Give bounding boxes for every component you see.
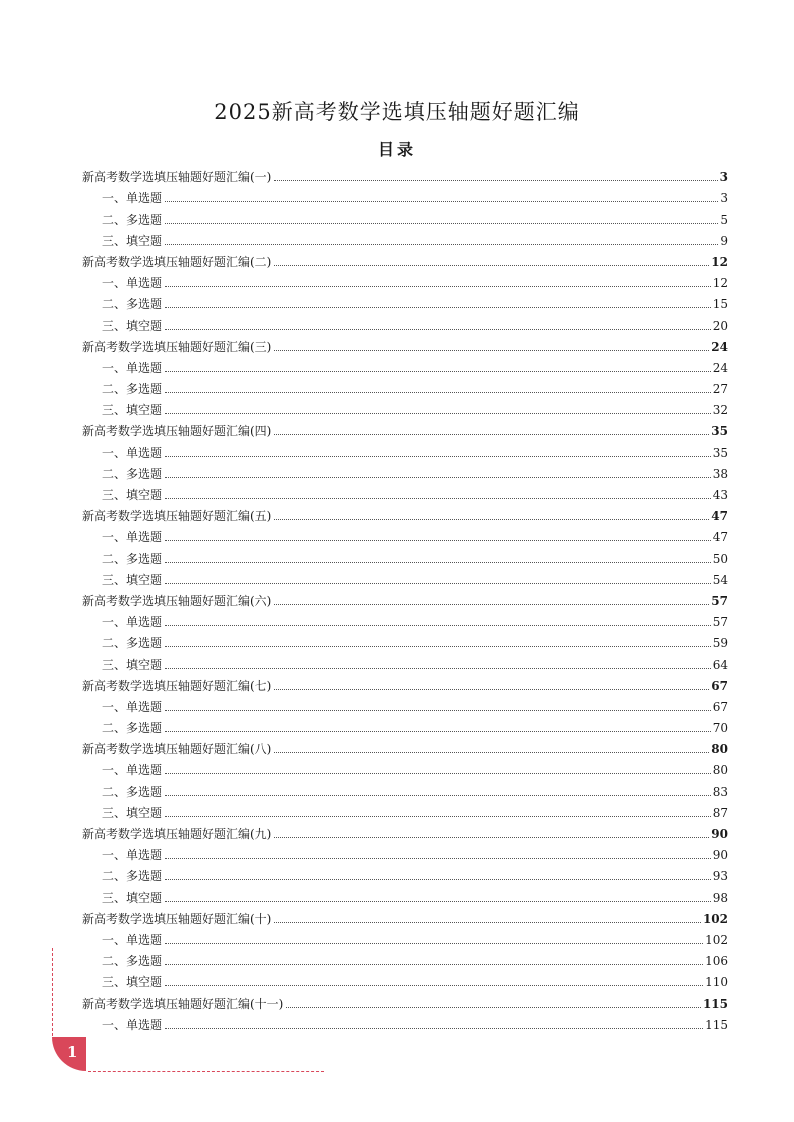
toc-page-number: 115 [705,1017,728,1032]
toc-chapter-entry[interactable] [82,990,728,1011]
toc-entry-label: 新高考数学选填压轴题好题汇编(五) [82,509,272,524]
toc-section-entry[interactable] [82,757,728,778]
toc-page-number: 43 [712,488,728,502]
toc-entry-label: 三、填空题 [102,403,163,418]
toc-section-entry[interactable] [82,609,728,630]
toc-page-number: 32 [712,403,728,418]
toc-page-number: 35 [711,424,728,439]
toc-entry-label: 新高考数学选填压轴题好题汇编(一) [82,170,272,185]
toc-entry-label: 三、填空题 [102,318,163,333]
toc-page-number: 47 [712,530,728,545]
toc-entry-label: 新高考数学选填压轴题好题汇编(二) [82,254,272,269]
toc-section-entry[interactable] [82,270,728,291]
toc-section-entry[interactable] [82,461,728,482]
toc-dot-leader [165,879,711,880]
toc-dot-leader [274,752,709,753]
toc-dot-leader [165,223,718,224]
toc-dot-leader [165,329,711,330]
toc-page-number: 90 [712,848,728,863]
toc-dot-leader [165,710,711,711]
document-title: 2025新高考数学选填压轴题好题汇编 [214,100,580,124]
toc-dot-leader [165,943,703,944]
toc-dot-leader [165,583,711,584]
toc-entry-label: 三、填空题 [102,572,163,587]
toc-page-number: 90 [711,827,728,841]
toc-dot-leader [165,286,711,287]
toc-section-entry[interactable] [82,312,728,333]
toc-section-entry[interactable] [82,863,728,884]
toc-section-entry[interactable] [82,948,728,969]
toc-entry-label: 三、填空题 [102,488,163,502]
toc-dot-leader [165,795,711,796]
toc-page-number: 87 [712,805,728,820]
toc-chapter-entry[interactable] [82,249,728,270]
toc-chapter-entry[interactable] [82,906,728,927]
toc-entry-label: 三、填空题 [102,805,163,820]
toc-page-number: 102 [705,932,728,947]
toc-dot-leader [165,392,711,393]
toc-entry-label: 二、多选题 [102,636,163,651]
toc-section-entry[interactable] [82,630,728,651]
toc-section-entry[interactable] [82,397,728,418]
toc-entry-label: 新高考数学选填压轴题好题汇编(九) [82,827,272,841]
toc-page-number: 110 [705,975,728,990]
toc-chapter-entry[interactable] [82,673,728,694]
toc-entry-label: 一、单选题 [102,445,163,460]
toc-dot-leader [274,604,709,605]
toc-entry-label: 新高考数学选填压轴题好题汇编(四) [82,424,272,439]
toc-dot-leader [165,668,711,669]
toc-dot-leader [165,562,711,563]
toc-entry-label: 新高考数学选填压轴题好题汇编(十一) [82,996,284,1011]
toc-entry-label: 二、多选题 [102,212,163,227]
toc-page-number: 70 [712,721,728,736]
toc-page-number: 12 [711,254,728,269]
toc-entry-label: 三、填空题 [102,890,163,905]
toc-section-entry[interactable] [82,376,728,397]
toc-section-entry[interactable] [82,524,728,545]
toc-section-entry[interactable] [82,884,728,905]
toc-section-entry[interactable] [82,715,728,736]
toc-dot-leader [274,434,709,435]
toc-entry-label: 一、单选题 [102,530,163,545]
toc-section-entry[interactable] [82,927,728,948]
toc-dot-leader [274,180,717,181]
toc-entry-label: 新高考数学选填压轴题好题汇编(十) [82,911,272,926]
toc-entry-label: 一、单选题 [102,276,163,291]
toc-dot-leader [165,646,711,647]
toc-entry-label: 二、多选题 [102,721,163,736]
toc-page-number: 57 [712,615,728,630]
toc-page-number: 15 [712,297,728,312]
toc-section-entry[interactable] [82,482,728,503]
toc-section-entry[interactable] [82,355,728,376]
toc-dot-leader [165,540,711,541]
toc-page-number: 80 [712,763,728,778]
toc-page-number: 3 [719,170,728,185]
toc-entry-label: 二、多选题 [102,382,163,397]
toc-dot-leader [165,477,711,478]
toc-section-entry[interactable] [82,185,728,206]
toc-page-number: 27 [712,382,728,397]
toc-chapter-entry[interactable] [82,164,728,185]
toc-section-entry[interactable] [82,206,728,227]
toc-entry-label: 二、多选题 [102,551,163,566]
toc-chapter-entry[interactable] [82,418,728,439]
toc-entry-label: 一、单选题 [102,932,163,947]
toc-dot-leader [165,858,711,859]
toc-page-number: 57 [711,593,728,608]
toc-dot-leader [165,985,703,986]
toc-dot-leader [165,413,711,414]
toc-entry-label: 新高考数学选填压轴题好题汇编(六) [82,593,272,608]
toc-page-number: 9 [720,233,728,248]
toc-entry-label: 一、单选题 [102,699,163,714]
toc-section-entry[interactable] [82,291,728,312]
toc-page-number: 102 [702,911,728,926]
toc-section-entry[interactable] [82,694,728,715]
toc-dot-leader [274,519,709,520]
toc-entry-label: 二、多选题 [102,297,163,312]
toc-page-number: 24 [712,360,728,375]
toc-dot-leader [274,350,709,351]
toc-page-number: 67 [712,699,728,714]
toc-entry-label: 三、填空题 [102,975,163,990]
toc-entry-label: 一、单选题 [102,1017,163,1032]
toc-page-number: 20 [712,318,728,333]
toc-page-number: 3 [720,191,728,206]
toc-section-entry[interactable] [82,778,728,799]
toc-dot-leader [165,307,711,308]
toc-entry-label: 二、多选题 [102,954,163,969]
toc-section-entry[interactable] [82,651,728,672]
toc-dot-leader [274,922,701,923]
toc-dot-leader [165,371,711,372]
toc-chapter-entry[interactable] [82,821,728,842]
toc-dot-leader [274,837,709,838]
toc-section-entry[interactable] [82,969,728,990]
toc-dot-leader [165,816,711,817]
toc-dot-leader [286,1007,701,1008]
toc-page-number: 106 [705,954,728,969]
toc-dot-leader [165,1028,703,1029]
toc-dot-leader [165,625,711,626]
toc-entry-label: 二、多选题 [102,466,163,481]
toc-chapter-entry[interactable] [82,736,728,757]
toc-section-entry[interactable] [82,800,728,821]
toc-chapter-entry[interactable] [82,503,728,524]
toc-dot-leader [165,964,703,965]
toc-page-number: 64 [712,657,728,672]
toc-page-number: 47 [711,509,728,524]
toc-entry-label: 新高考数学选填压轴题好题汇编(八) [82,742,272,757]
toc-section-entry[interactable] [82,439,728,460]
toc-dot-leader [165,731,711,732]
toc-page-number: 67 [711,678,728,693]
toc-dot-leader [274,265,709,266]
toc-dot-leader [165,244,718,245]
toc-section-entry[interactable] [82,545,728,566]
toc-entry-label: 一、单选题 [102,848,163,863]
toc-entry-label: 三、填空题 [102,657,163,672]
corner-dashed-vertical-line [52,948,53,1036]
toc-chapter-entry[interactable] [82,588,728,609]
toc-chapter-entry[interactable] [82,334,728,355]
toc-entry-label: 一、单选题 [102,191,163,206]
toc-dot-leader [165,498,711,499]
toc-entry-label: 一、单选题 [102,615,163,630]
toc-dot-leader [165,773,711,774]
toc-section-entry[interactable] [82,228,728,249]
toc-page-number: 50 [712,551,728,566]
toc-page-number: 54 [712,572,728,587]
toc-page-number: 93 [712,869,728,884]
toc-page-number: 12 [712,276,728,291]
toc-entry-label: 新高考数学选填压轴题好题汇编(三) [82,339,272,354]
toc-dot-leader [274,689,709,690]
toc-dot-leader [165,456,711,457]
toc-page-number: 83 [712,784,728,799]
toc-section-entry[interactable] [82,842,728,863]
toc-page-number: 35 [712,445,728,460]
toc-heading: 目录 [377,140,416,159]
page-number-badge: 1 [52,1037,86,1071]
toc-section-entry[interactable] [82,567,728,588]
toc-entry-label: 二、多选题 [102,869,163,884]
toc-entry-label: 新高考数学选填压轴题好题汇编(七) [82,678,272,693]
toc-page-number: 59 [712,636,728,651]
toc-entry-label: 二、多选题 [102,784,163,799]
toc-entry-label: 一、单选题 [102,360,163,375]
toc-page-number: 98 [712,890,728,905]
toc-page-number: 38 [712,466,728,481]
toc-entry-label: 一、单选题 [102,763,163,778]
toc-dot-leader [165,901,711,902]
toc-page-number: 5 [720,212,728,227]
toc-page-number: 24 [711,339,728,354]
toc-dot-leader [165,201,718,202]
table-of-contents [82,164,728,1033]
toc-entry-label: 三、填空题 [102,233,163,248]
toc-page-number: 115 [702,996,728,1011]
toc-page-number: 80 [711,742,728,757]
toc-section-entry[interactable] [82,1012,728,1033]
corner-dashed-horizontal-line [88,1071,324,1072]
